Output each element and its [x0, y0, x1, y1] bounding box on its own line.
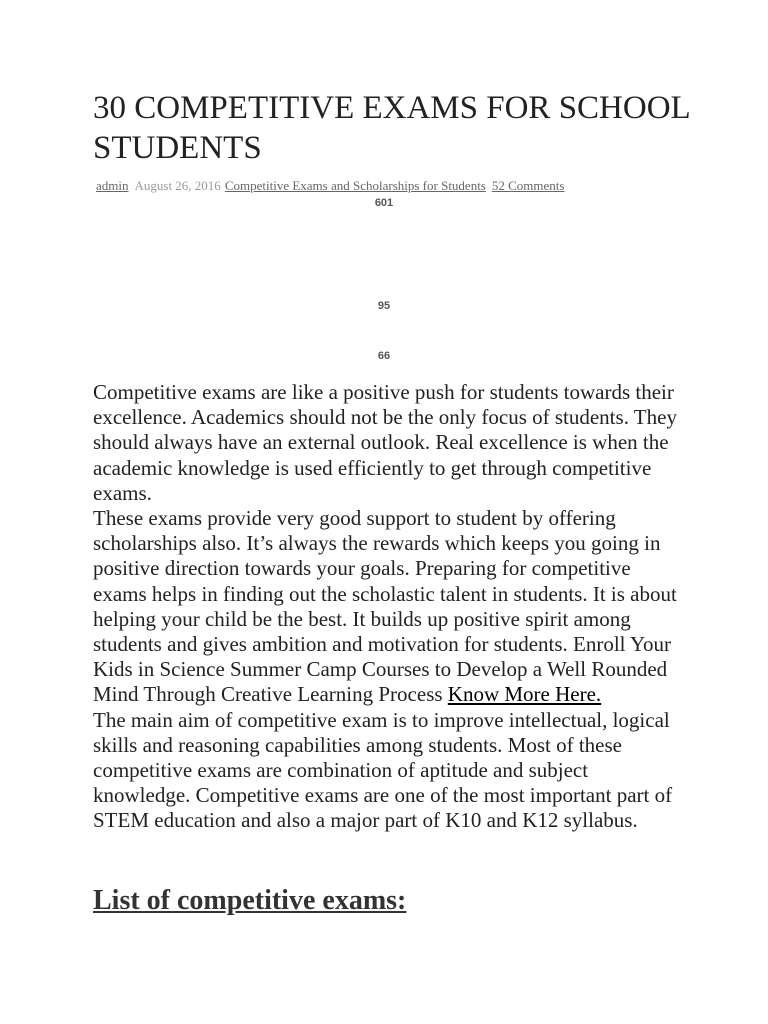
- post-date: August 26, 2016: [134, 178, 221, 193]
- post-meta: [96, 178, 716, 194]
- article-title: 30 COMPETITIVE EXAMS FOR SCHOOL STUDENTS: [93, 90, 690, 166]
- share-count-2: 95: [377, 300, 391, 312]
- paragraph-scholarships: [93, 506, 683, 708]
- paragraph-intro: Competitive exams are like a positive push for students towards their excellence. Academics should not be the only focus of students. They should always have an external outlook. Real excellence is when the academic knowledge is used efficiently to get through competitive exams.: [93, 380, 677, 505]
- comments-link[interactable]: 52 Comments: [491, 178, 565, 193]
- share-count-3: 66: [377, 350, 391, 362]
- know-more-link[interactable]: Know More Here.: [447, 682, 602, 707]
- share-count-1: 601: [374, 197, 394, 209]
- paragraph-scholarships-text: These exams provide very good support to student by offering scholarships also. It’s always the rewards which keeps you going in positive direction towards your goals. Preparing for competitive exams helps in finding out the scholastic talent in students. It is about helping your child be the best. It builds up positive spirit among students and gives ambition and motivation for students. Enroll Your Kids in Science Summer Camp Courses to Develop a Well Rounded Mind Through Creative Learning Process: [93, 506, 677, 707]
- article-body: [93, 380, 683, 834]
- list-heading: List of competitive exams:: [93, 885, 407, 916]
- paragraph-aim: The main aim of competitive exam is to improve intellectual, logical skills and reasoning capabilities among students. Most of these competitive exams are combination of aptitude and subject knowledge. Competitive exams are one of the most important part of STEM education and also a major part of K10 and K12 syllabus.: [93, 707, 673, 833]
- category-link[interactable]: Competitive Exams and Scholarships for Students: [224, 178, 486, 193]
- author-link[interactable]: admin: [96, 178, 129, 193]
